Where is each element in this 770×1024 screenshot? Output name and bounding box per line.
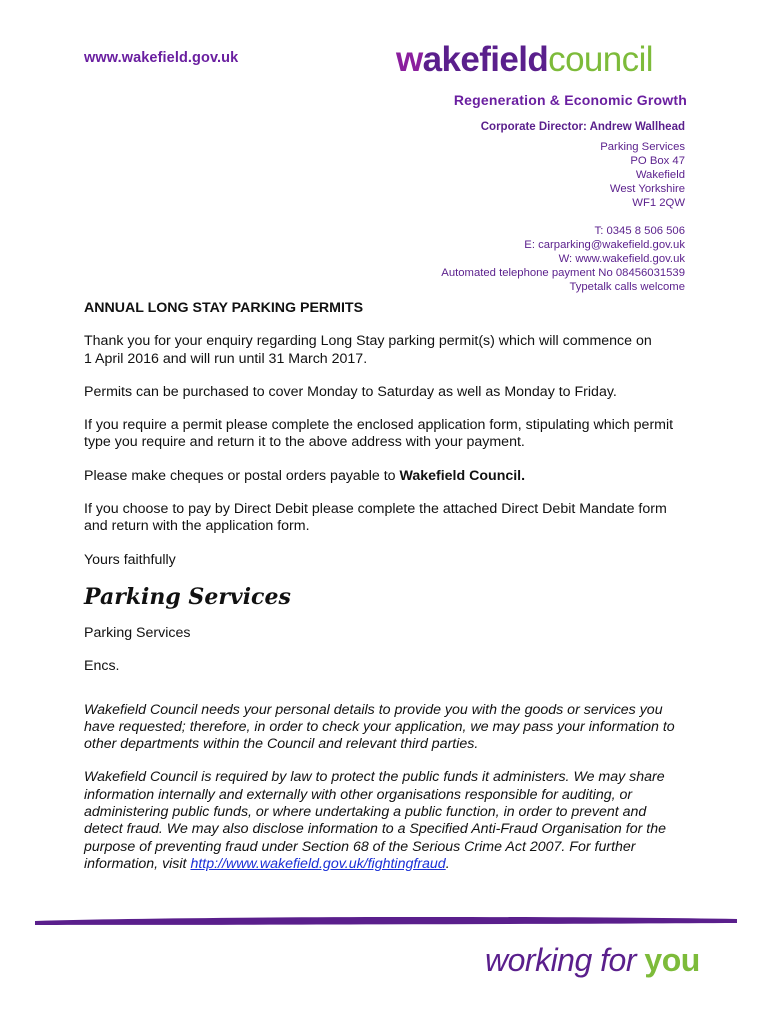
paragraph-line: 1 April 2016 and will run until 31 March 2017. [84,350,368,367]
working-for-you-slogan [485,940,700,980]
enclosures: Encs. [84,658,120,675]
paragraph-application [84,417,699,452]
fraud-line-end: . [445,855,450,872]
paragraph-line: Please make cheques or postal orders payable to [84,467,400,484]
letter-heading: ANNUAL LONG STAY PARKING PERMITS [84,300,364,316]
fraud-line: purpose of preventing fraud under Section 68 of the Serious Crime Act 2007. For further [84,838,636,855]
council-logo [396,40,653,80]
fraud-line: information internally and externally with other organisations responsible for auditing, or [84,786,633,803]
privacy-notice [84,702,699,754]
footer-divider [33,913,739,929]
contact-automated-payment: Automated telephone payment No 08456031539 [441,267,685,279]
signatory: Parking Services [84,624,191,641]
address-line: Parking Services [600,141,685,153]
fraud-line: administering public funds, or where undertaking a public function, in order to prevent and [84,804,647,821]
address-line: WF1 2QW [632,197,685,209]
paragraph-line: Thank you for your enquiry regarding Long Stay parking permit(s) which will commence on [84,333,652,350]
department-name: Regeneration & Economic Growth [453,92,687,108]
contact-web: W: www.wakefield.gov.uk [558,253,685,265]
fraud-line: detect fraud. We may also disclose information to a Specified Anti-Fraud Organisation for the [84,821,666,838]
paragraph-line: If you require a permit please complete the enclosed application form, stipulating which permit [84,417,674,434]
website-url: www.wakefield.gov.uk [84,50,239,66]
fraud-line: Wakefield Council is required by law to protect the public funds it administers. We may share [84,769,665,786]
corporate-director: Corporate Director: Andrew Wallhead [480,121,685,133]
fraud-notice [84,769,699,873]
paragraph-line: and return with the application form. [84,518,310,535]
fraud-line: information, visit [84,855,191,872]
slogan-you: you [644,942,700,978]
letter-body [84,300,699,889]
paragraph-line: type you require and return it to the above address with your payment. [84,434,525,451]
privacy-line: other departments within the Council and relevant third parties. [84,736,479,753]
contact-phone: T: 0345 8 506 506 [594,225,685,237]
contact-email: E: carparking@wakefield.gov.uk [524,239,685,251]
logo-council: council [548,40,653,79]
address-line: West Yorkshire [609,183,685,195]
address-block [441,140,685,294]
slogan-working-for: working for [485,942,645,978]
privacy-line: have requested; therefore, in order to check your application, we may pass your information to [84,718,675,735]
closing: Yours faithfully [84,551,176,568]
address-line: Wakefield [635,169,685,181]
paragraph-direct-debit [84,501,699,536]
signature: Parking Services [84,583,291,610]
logo-wakefield: akefield [422,40,549,79]
paragraph-enquiry [84,333,699,368]
address-line: PO Box 47 [630,155,685,167]
privacy-line: Wakefield Council needs your personal details to provide you with the goods or services you [84,701,663,718]
paragraph-line: If you choose to pay by Direct Debit please complete the attached Direct Debit Mandate form [84,501,667,518]
paragraph-permits: Permits can be purchased to cover Monday to Saturday as well as Monday to Friday. [84,383,617,400]
payee-name: Wakefield Council. [399,467,526,484]
logo-letter-w: w [396,40,423,79]
contact-typetalk: Typetalk calls welcome [569,281,685,293]
fighting-fraud-link[interactable]: http://www.wakefield.gov.uk/fightingfraud [190,855,446,872]
paragraph-payment [84,468,699,485]
